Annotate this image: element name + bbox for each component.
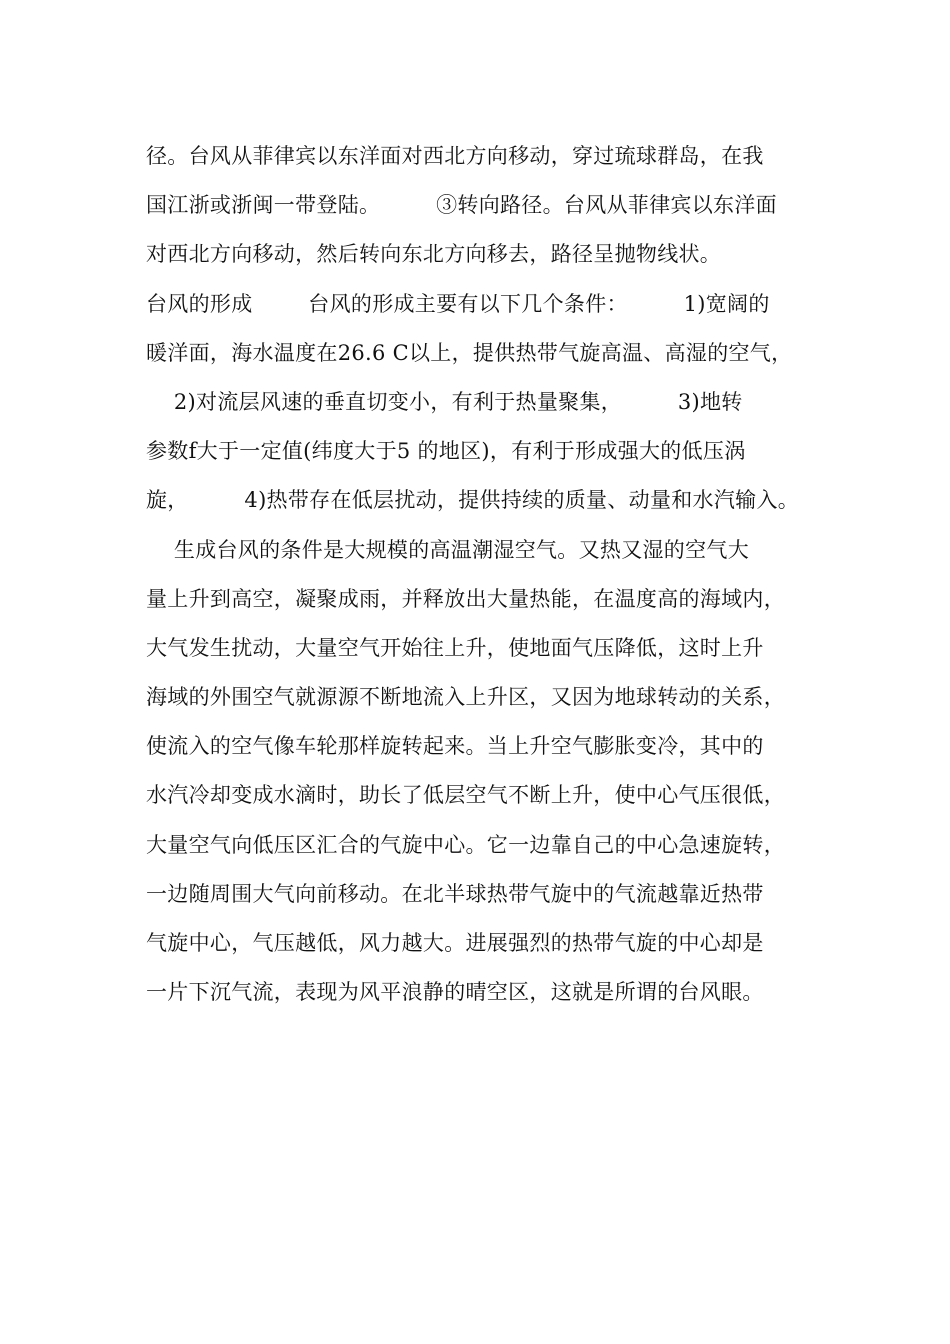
text-line: 海域的外围空气就源源不断地流入上升区，又因为地球转动的关系， (146, 685, 785, 710)
body-text (146, 132, 826, 1017)
text-line: 台风的形成 台风的形成主要有以下几个条件： 1)宽阔的 (146, 291, 770, 316)
text-line: 大气发生扰动，大量空气开始往上升，使地面气压降低，这时上升 (146, 635, 764, 660)
text-line: 水汽冷却变成水滴时，助长了低层空气不断上升，使中心气压很低， (146, 783, 785, 808)
text-line: 国江浙或浙闽一带登陆。 ③转向路径。台风从菲律宾以东洋面 (146, 193, 777, 218)
text-line: 大量空气向低压区汇合的气旋中心。它一边靠自己的中心急速旋转， (146, 832, 785, 857)
text-line: 2)对流层风速的垂直切变小，有利于热量聚集， 3)地转 (146, 389, 743, 414)
text-line: 生成台风的条件是大规模的高温潮湿空气。又热又湿的空气大 (146, 537, 749, 562)
text-line: 气旋中心，气压越低，风力越大。进展强烈的热带气旋的中心却是 (146, 931, 764, 955)
text-line: 参数f大于一定值(纬度大于5 的地区)，有利于形成强大的低压涡 (146, 439, 746, 464)
text-line: 使流入的空气像车轮那样旋转起来。当上升空气膨胀变冷，其中的 (146, 734, 764, 759)
text-line: 一边随周围大气向前移动。在北半球热带气旋中的气流越靠近热带 (146, 881, 764, 906)
text-line: 量上升到高空，凝聚成雨，并释放出大量热能，在温度高的海域内， (146, 586, 785, 611)
text-line: 旋， 4)热带存在低层扰动，提供持续的质量、动量和水汽输入。 (146, 488, 800, 513)
text-line: 对西北方向移动，然后转向东北方向移去，路径呈抛物线状。 (146, 242, 722, 267)
text-line: 暖洋面，海水温度在26.6 C以上，提供热带气旋高温、高湿的空气， (146, 340, 793, 365)
text-line: 径。台风从菲律宾以东洋面对西北方向移动，穿过琉球群岛，在我 (146, 144, 764, 168)
text-line: 一片下沉气流，表现为风平浪静的晴空区，这就是所谓的台风眼。 (146, 980, 764, 1005)
